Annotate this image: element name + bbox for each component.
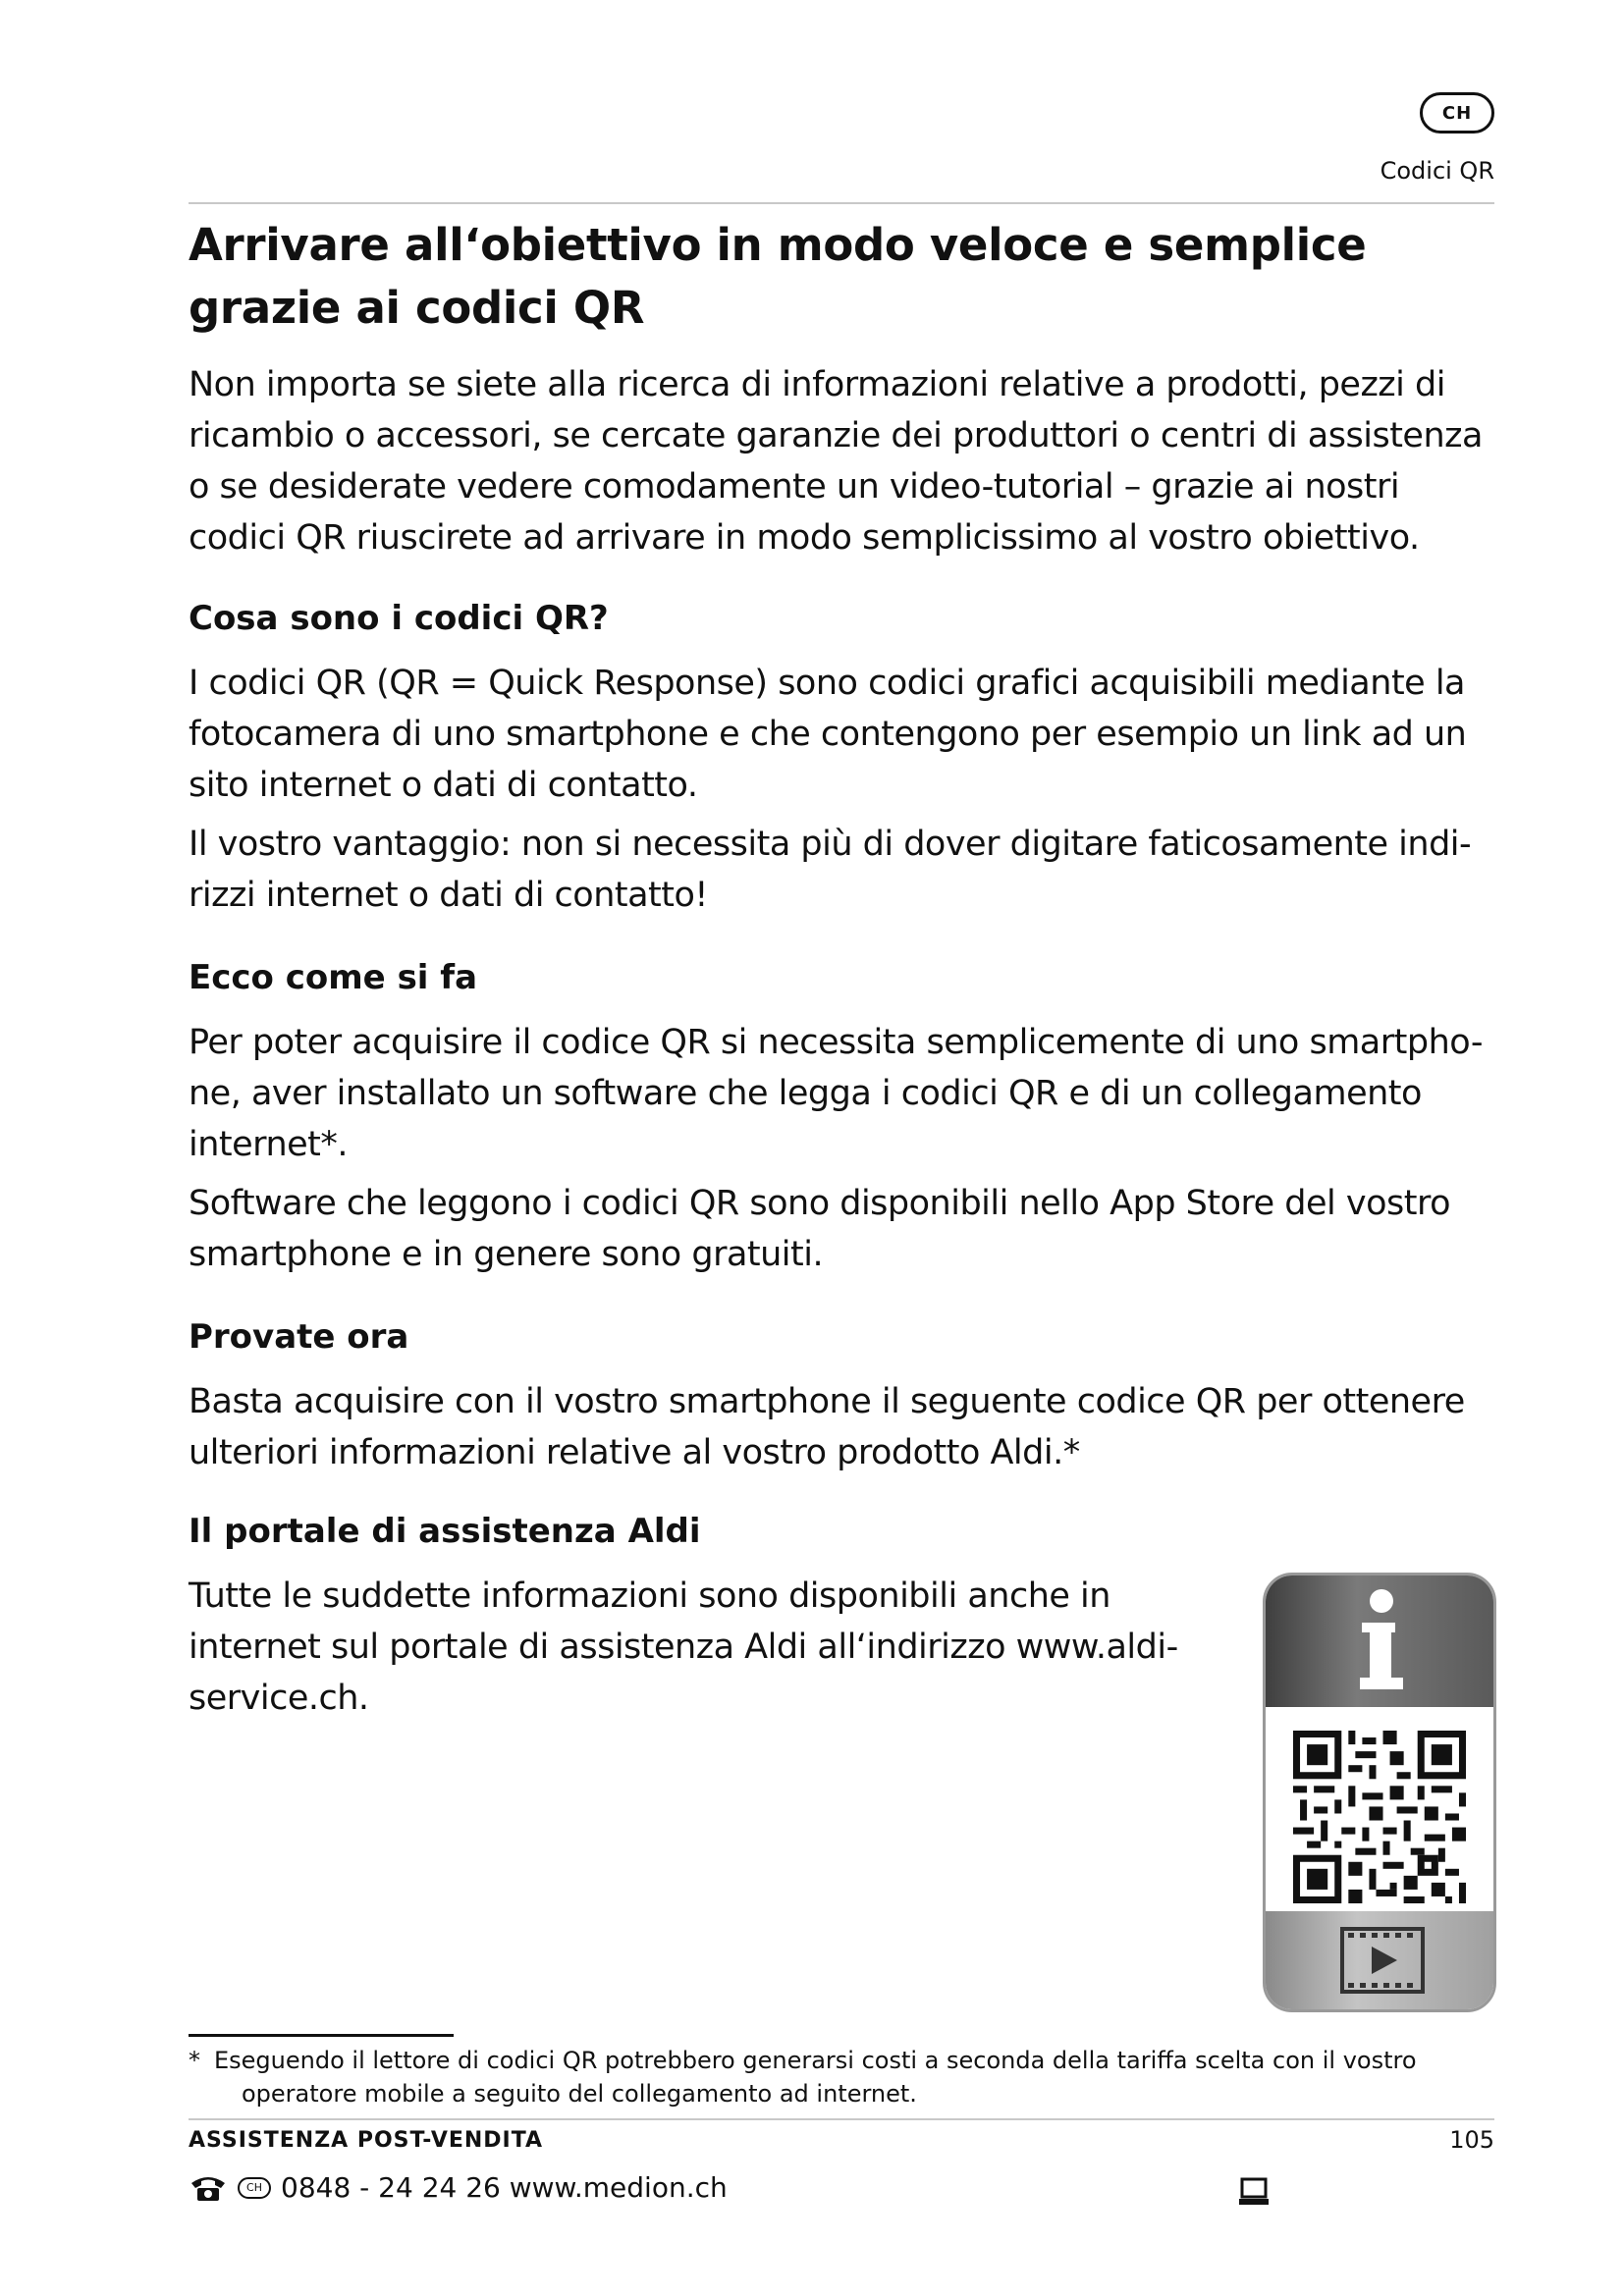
page-number: 105 bbox=[1449, 2126, 1494, 2154]
info-icon bbox=[1266, 1575, 1496, 1707]
country-badge: CH bbox=[1420, 92, 1494, 133]
qr-code bbox=[1293, 1731, 1466, 1903]
intro-paragraph: Non importa se siete alla ricerca di informazioni relative a prodotti, pezzi di ricambio o accessori, se cercate garanzie dei produttori o centri di assistenza o se desiderate vedere comodamente un video-tutorial – grazie ai nostri codici QR riuscirete ad arrivare in modo semplicissimo al vostro obiettivo. bbox=[189, 365, 1483, 558]
page-title: Arrivare all‘obiettivo in modo veloce e semplice grazie ai codici QR bbox=[189, 219, 1367, 334]
section-paragraph: Per poter acquisire il codice QR si necessita semplicemente di uno smartpho-ne, aver installato un software che legga i codici QR e di un collegamento internet*. bbox=[189, 1023, 1483, 1164]
video-footer bbox=[1266, 1911, 1493, 2009]
section-label: Codici QR bbox=[1380, 157, 1494, 185]
film-play-icon bbox=[1266, 1911, 1496, 2009]
section-heading-try-now: Provate ora bbox=[189, 1317, 409, 1357]
footer-contact bbox=[189, 2171, 728, 2204]
country-badge-small: CH bbox=[238, 2177, 271, 2199]
section-paragraph: Il vostro vantaggio: non si necessita più di dover digitare faticosamente indi-rizzi internet o dati di contatto! bbox=[189, 825, 1472, 915]
section-paragraph: Software che leggono i codici QR sono disponibili nello App Store del vostro smartphone e in genere sono gratuiti. bbox=[189, 1184, 1451, 1274]
section-paragraph: Basta acquisire con il vostro smartphone il seguente codice QR per ottenere ulteriori informazioni relative al vostro prodotto Aldi.* bbox=[189, 1382, 1465, 1472]
footer-title: ASSISTENZA POST-VENDITA bbox=[189, 2128, 544, 2153]
footer-divider bbox=[189, 2118, 1494, 2120]
qr-code-card[interactable] bbox=[1263, 1573, 1496, 2012]
section-heading-aldi-portal: Il portale di assistenza Aldi bbox=[189, 1512, 701, 1551]
contact-info: 0848 - 24 24 26 www.medion.ch bbox=[281, 2171, 728, 2204]
footnote bbox=[189, 2044, 1465, 2110]
section-heading-how-to: Ecco come si fa bbox=[189, 958, 478, 997]
footnote-mark: * bbox=[189, 2047, 200, 2074]
info-header bbox=[1266, 1575, 1493, 1707]
telephone-icon bbox=[189, 2173, 228, 2203]
footnote-divider bbox=[189, 2034, 454, 2037]
header-divider bbox=[189, 202, 1494, 204]
section-paragraph: Tutte le suddette informazioni sono disponibili anche in internet sul portale di assistenza Aldi all‘indirizzo www.aldi-service.ch. bbox=[189, 1576, 1178, 1718]
section-paragraph: I codici QR (QR = Quick Response) sono codici grafici acquisibili mediante la fotocamera di uno smartphone e che contengono per esempio un link ad un sito internet o dati di contatto. bbox=[189, 664, 1467, 805]
computer-icon bbox=[1237, 2177, 1271, 2207]
footnote-line: operatore mobile a seguito del collegamento ad internet. bbox=[242, 2080, 917, 2108]
footnote-line: Eseguendo il lettore di codici QR potrebbero generarsi costi a seconda della tariffa scelta con il vostro bbox=[214, 2047, 1417, 2074]
section-heading-what-are-qr: Cosa sono i codici QR? bbox=[189, 599, 609, 638]
